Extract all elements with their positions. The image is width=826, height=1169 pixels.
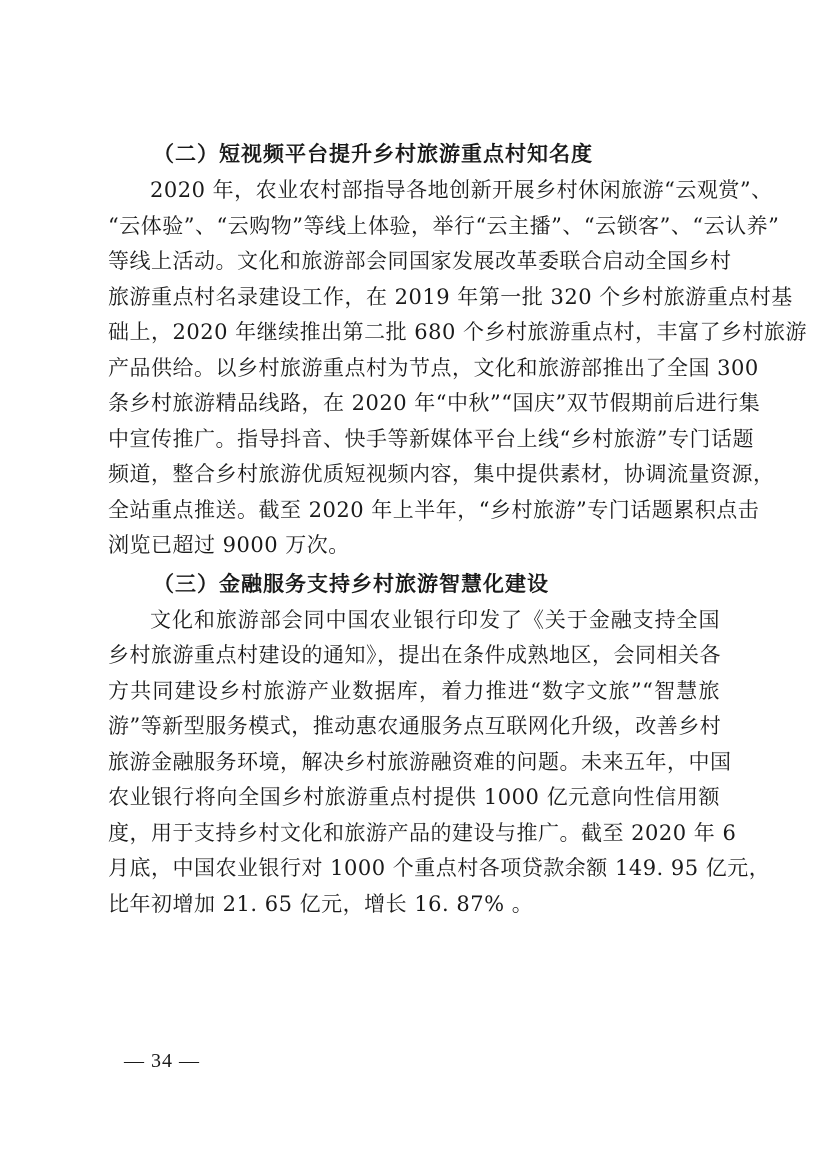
paragraph-line: 度，用于支持乡村文化和旅游产品的建设与推广。截至 2020 年 6 [108, 820, 737, 845]
paragraph-line: 产品供给。以乡村旅游重点村为节点，文化和旅游部推出了全国 300 [108, 355, 759, 380]
paragraph-line: 旅游金融服务环境，解决乡村旅游融资难的问题。未来五年，中国 [108, 749, 732, 774]
section-paragraph-2 [108, 173, 808, 564]
paragraph-line: 文化和旅游部会同中国农业银行印发了《关于金融支持全国 [150, 607, 720, 632]
paragraph-line: 条乡村旅游精品线路，在 2020 年“中秋”“国庆”双节假期前后进行集 [108, 391, 761, 415]
paragraph-line: 旅游重点村名录建设工作，在 2019 年第一批 320 个乡村旅游重点村基 [108, 284, 793, 309]
paragraph-line: 2020 年，农业农村部指导各地创新开展乡村休闲旅游“云观赏”、 [150, 178, 773, 202]
paragraph-line: 农业银行将向全国乡村旅游重点村提供 1000 亿元意向性信用额 [108, 785, 720, 809]
paragraph-line: 等线上活动。文化和旅游部会同国家发展改革委联合启动全国乡村 [108, 249, 732, 273]
paragraph-line: 全站重点推送。截至 2020 年上半年，“乡村旅游”专门话题累积点击 [108, 497, 760, 522]
paragraph-line: 频道，整合乡村旅游优质短视频内容，集中提供素材，协调流量资源， [108, 462, 775, 486]
paragraph-line: 月底，中国农业银行对 1000 个重点村各项贷款余额 149. 95 亿元， [108, 856, 771, 880]
paragraph-line: 方共同建设乡村旅游产业数据库，着力推进“数字文旅”“智慧旅 [108, 678, 720, 703]
section-paragraph-3 [108, 603, 771, 923]
section-heading-2: （二）短视频平台提升乡村旅游重点村知名度 [153, 142, 593, 166]
paragraph-line: “云体验”、“云购物”等线上体验，举行“云主播”、“云锁客”、“云认养” [108, 213, 780, 238]
paragraph-line: 中宣传推广。指导抖音、快手等新媒体平台上线“乡村旅游”专门话题 [108, 426, 754, 451]
paragraph-line: 础上，2020 年继续推出第二批 680 个乡村旅游重点村，丰富了乡村旅游 [108, 320, 808, 344]
paragraph-line: 游”等新型服务模式，推动惠农通服务点互联网化升级，改善乡村 [108, 714, 722, 738]
document-page [108, 138, 808, 922]
paragraph-line: 浏览已超过 9000 万次。 [108, 533, 350, 557]
section-heading-3: （三）金融服务支持乡村旅游智慧化建设 [153, 571, 549, 596]
page-number: — 34 — [124, 1050, 200, 1072]
paragraph-line: 比年初增加 21. 65 亿元，增长 16. 87% 。 [108, 891, 534, 916]
paragraph-line: 乡村旅游重点村建设的通知》，提出在条件成熟地区，会同相关各 [108, 643, 721, 667]
